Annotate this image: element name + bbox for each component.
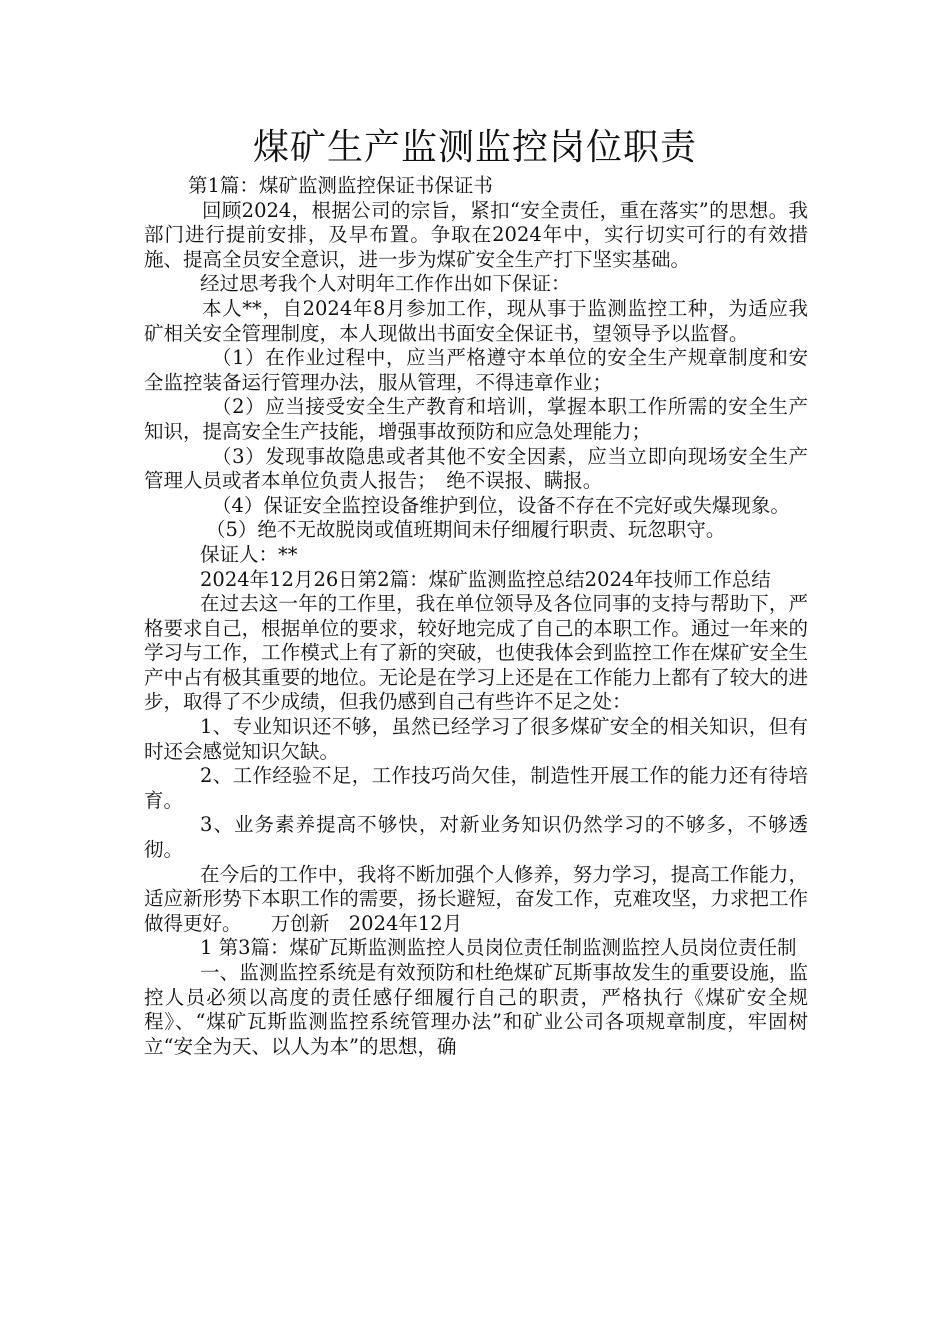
paragraph-pledge-intro: 经过思考我个人对明年工作作出如下保证：	[200, 272, 571, 296]
paragraph-section-2-heading: 2024年12月26日第2篇：煤矿监测监控总结2024年技师工作总结	[200, 567, 771, 591]
paragraph-item-4: （4）保证安全监控设备维护到位，设备不存在不完好或失爆现象。	[212, 493, 790, 517]
paragraph-guarantor: 保证人：**	[200, 542, 298, 566]
paragraph-section-1-heading: 第1篇：煤矿监测监控保证书保证书	[188, 174, 493, 197]
paragraph-item-5: （5）绝不无故脱岗或值班期间未仔细履行职责、玩忽职守。	[206, 518, 726, 542]
document-title: 煤矿生产监测监控岗位职责	[252, 127, 697, 168]
paragraph-future-plan: 在今后的工作中，我将不断加强个人修养，努力学习，提高工作能力，适应新形势下本职工作的需要，扬长避短，奋发工作，克难攻坚，力求把工作做得更好。 万创新 2024年12月	[144, 862, 808, 935]
paragraph-duty-1: 一、监测监控系统是有效预防和杜绝煤矿瓦斯事故发生的重要设施，监控人员必须以高度的责任感仔细履行自己的职责，严格执行《煤矿安全规程》、“煤矿瓦斯监测监控系统管理办法”和矿业公司各项规章制度，牢固树立“安全为天、以人为本”的思想，确	[144, 961, 808, 1058]
paragraph-item-1: （1）在作业过程中，应当严格遵守本单位的安全生产规章制度和安全监控装备运行管理办法，服从管理，不得违章作业；	[144, 346, 808, 394]
paragraph-review: 回顾2024，根据公司的宗旨，紧扣“安全责任，重在落实”的思想。我部门进行提前安排，及早布置。争取在2024年中，实行切实可行的有效措施、提高全员安全意识，进一步为煤矿安全生产打下坚实基础。	[144, 198, 808, 271]
paragraph-section-3-heading: 1 第3篇：煤矿瓦斯监测监控人员岗位责任制监测监控人员岗位责任制	[200, 936, 797, 960]
paragraph-item-3: （3）发现事故隐患或者其他不安全因素，应当立即向现场安全生产管理人员或者本单位负责人报告； 绝不误报、瞒报。	[144, 444, 808, 493]
paragraph-self-statement: 本人**，自2024年8月参加工作，现从事于监测监控工种，为适应我矿相关安全管理制度，本人现做出书面安全保证书，望领导予以监督。	[144, 296, 808, 345]
paragraph-summary: 在过去这一年的工作里，我在单位领导及各位同事的支持与帮助下，严格要求自己，根据单位的要求，较好地完成了自己的本职工作。通过一年来的学习与工作，工作模式上有了新的突破，也使我体会到监控工作在煤矿安全生产中占有极其重要的地位。无论是在学习上还是在工作能力上都有了较大的进步，取得了不少成绩，但我仍感到自己有些许不足之处：	[144, 592, 808, 714]
paragraph-item-2: （2）应当接受安全生产教育和培训，掌握本职工作所需的安全生产知识，提高安全生产技能，增强事故预防和应急处理能力；	[144, 395, 808, 443]
paragraph-shortcoming-3: 3、业务素养提高不够快，对新业务知识仍然学习的不够多，不够透彻。	[144, 813, 808, 862]
paragraph-shortcoming-2: 2、工作经验不足，工作技巧尚欠佳，制造性开展工作的能力还有待培育。	[144, 764, 808, 812]
document-body	[144, 174, 808, 1059]
paragraph-shortcoming-1: 1、专业知识还不够，虽然已经学习了很多煤矿安全的相关知识，但有时还会感觉知识欠缺。	[144, 715, 808, 763]
